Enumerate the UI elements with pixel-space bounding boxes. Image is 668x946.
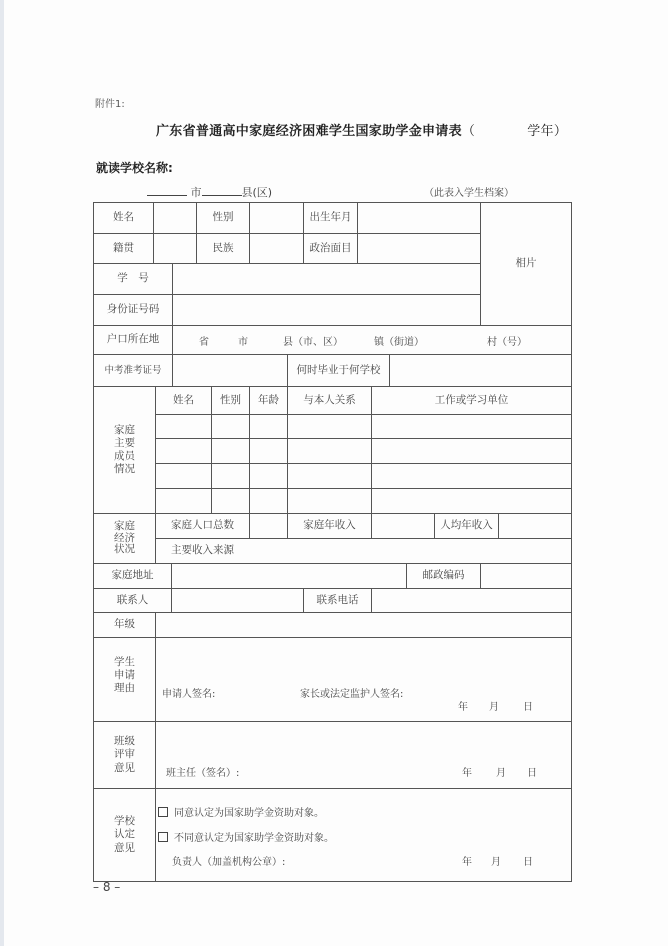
family-member-row-3[interactable] xyxy=(156,464,571,488)
city-blank[interactable] xyxy=(147,185,187,196)
hukou-label: 户口所在地 xyxy=(106,333,160,346)
school-decision-section-label xyxy=(94,789,155,881)
date-year: 年 xyxy=(462,768,472,779)
hukou-village: 村（号） xyxy=(487,337,527,348)
scan-edge xyxy=(0,0,4,946)
title-text: 广东省普通高中家庭经济困难学生国家助学金申请表 xyxy=(156,124,462,139)
title-year-open: （ xyxy=(461,124,476,139)
hukou-county: 县（市、区） xyxy=(283,337,343,348)
option-disagree[interactable] xyxy=(158,829,334,844)
archive-note: （此表入学生档案） xyxy=(424,188,514,199)
date-month: 月 xyxy=(489,702,499,713)
family-members-section-label xyxy=(94,387,155,513)
date-day: 日 xyxy=(523,857,533,868)
exam-id-field[interactable] xyxy=(173,355,287,386)
name-field[interactable] xyxy=(154,203,196,233)
guardian-sign-label: 家长或法定监护人签名: xyxy=(300,689,404,700)
id-card-label: 身份证号码 xyxy=(106,303,160,316)
family-economy-section-label xyxy=(94,514,155,563)
applicant-sign-label: 申请人签名: xyxy=(162,689,216,700)
section-label-line: 状况 xyxy=(114,543,135,556)
county-suffix: 县(区) xyxy=(241,186,273,199)
annual-income-label: 家庭年收入 xyxy=(303,519,356,532)
contact-person-label: 联系人 xyxy=(116,593,149,606)
checkbox-agree[interactable] xyxy=(158,807,168,817)
col-header-relation: 与本人关系 xyxy=(303,393,356,406)
family-member-row-2[interactable] xyxy=(156,439,571,463)
name-label: 姓名 xyxy=(113,211,134,224)
section-label-line: 评审 xyxy=(114,748,135,761)
option-agree-label: 同意认定为国家助学金资助对象。 xyxy=(174,808,324,819)
date-day: 日 xyxy=(527,768,537,779)
class-review-section-label xyxy=(94,722,155,788)
exam-id-label: 中考准考证号 xyxy=(104,364,162,376)
political-status-label: 政治面目 xyxy=(309,241,352,254)
responsible-label: 负责人（加盖机构公章）: xyxy=(172,857,286,868)
section-label-line: 情况 xyxy=(114,463,135,476)
section-label-line: 经济 xyxy=(114,531,135,544)
contact-person-field[interactable] xyxy=(172,589,303,612)
date-month: 月 xyxy=(491,857,501,868)
phone-field[interactable] xyxy=(372,589,571,612)
political-status-field[interactable] xyxy=(358,234,480,263)
address-field[interactable] xyxy=(172,564,406,588)
section-label-line: 理由 xyxy=(114,682,135,695)
postal-code-label: 邮政编码 xyxy=(422,569,465,582)
checkbox-disagree[interactable] xyxy=(158,832,168,842)
school-name-label: 就读学校名称: xyxy=(96,161,173,175)
option-disagree-label: 不同意认定为国家助学金资助对象。 xyxy=(174,833,334,844)
section-label-line: 家庭 xyxy=(114,423,135,436)
family-member-row-4[interactable] xyxy=(156,489,571,513)
address-label: 家庭地址 xyxy=(111,569,154,582)
city-suffix: 市 xyxy=(190,186,202,199)
section-label-line: 学校 xyxy=(114,815,135,828)
graduated-school-label: 何时毕业于何学校 xyxy=(296,363,381,376)
population-field[interactable] xyxy=(250,514,287,538)
photo-box[interactable]: 相片 xyxy=(515,257,537,270)
section-label-line: 班级 xyxy=(114,735,135,748)
county-blank[interactable] xyxy=(202,185,242,196)
student-id-field[interactable] xyxy=(173,264,480,294)
per-capita-income-field[interactable] xyxy=(499,514,571,538)
postal-code-field[interactable] xyxy=(481,564,571,588)
ethnicity-field[interactable] xyxy=(250,234,303,263)
col-header-name: 姓名 xyxy=(173,393,194,406)
gender-field[interactable] xyxy=(250,203,303,233)
birth-label: 出生年月 xyxy=(309,211,352,224)
region-line xyxy=(147,184,272,200)
table-border-right xyxy=(571,202,572,882)
id-card-field[interactable] xyxy=(173,295,480,325)
hukou-town: 镇（街道） xyxy=(374,337,424,348)
section-label-line: 申请 xyxy=(114,668,135,681)
section-label-line: 成员 xyxy=(114,450,135,462)
annual-income-field[interactable] xyxy=(372,514,434,538)
row-line xyxy=(93,788,572,789)
col-header-work-unit: 工作或学习单位 xyxy=(434,393,509,406)
date-year: 年 xyxy=(462,857,472,868)
section-label-line: 意见 xyxy=(114,761,135,774)
student-id-label: 学 号 xyxy=(117,272,149,285)
per-capita-income-label: 人均年收入 xyxy=(440,519,493,532)
population-label: 家庭人口总数 xyxy=(171,519,234,532)
date-month: 月 xyxy=(496,768,506,779)
income-source-field[interactable] xyxy=(250,539,571,563)
application-reason-field[interactable] xyxy=(156,638,571,684)
form-title xyxy=(156,120,567,139)
hukou-city: 市 xyxy=(238,337,248,348)
class-review-field[interactable] xyxy=(156,722,571,760)
grade-label: 年级 xyxy=(114,618,135,631)
page-number: – 8 – xyxy=(93,880,121,894)
option-agree[interactable] xyxy=(158,804,324,819)
date-day: 日 xyxy=(523,702,533,713)
hukou-field[interactable] xyxy=(173,326,571,354)
section-label-line: 认定 xyxy=(114,828,135,841)
section-label-line: 主要 xyxy=(114,436,135,449)
col-header-gender: 性别 xyxy=(220,393,241,406)
title-year-suffix: 学年） xyxy=(527,124,568,139)
native-place-label: 籍贯 xyxy=(113,241,134,254)
hukou-province: 省 xyxy=(199,337,209,348)
col-header-age: 年龄 xyxy=(258,393,279,406)
section-label-line: 意见 xyxy=(114,841,135,854)
phone-label: 联系电话 xyxy=(316,593,359,606)
application-reason-section-label xyxy=(94,638,155,721)
income-source-label: 主要收入来源 xyxy=(171,544,234,557)
ethnicity-label: 民族 xyxy=(212,241,234,254)
grade-field[interactable] xyxy=(156,613,571,637)
date-year: 年 xyxy=(458,702,468,713)
table-border-bottom xyxy=(93,881,572,882)
birth-field[interactable] xyxy=(358,203,480,233)
gender-label: 性别 xyxy=(212,211,234,224)
attachment-label: 附件1: xyxy=(95,99,125,110)
section-label-line: 家庭 xyxy=(114,520,135,533)
section-label-line: 学生 xyxy=(114,655,135,668)
teacher-sign-label: 班主任（签名）: xyxy=(166,768,240,779)
family-member-row-1[interactable] xyxy=(156,415,571,438)
graduated-school-field[interactable] xyxy=(390,355,571,386)
native-place-field[interactable] xyxy=(154,234,196,263)
